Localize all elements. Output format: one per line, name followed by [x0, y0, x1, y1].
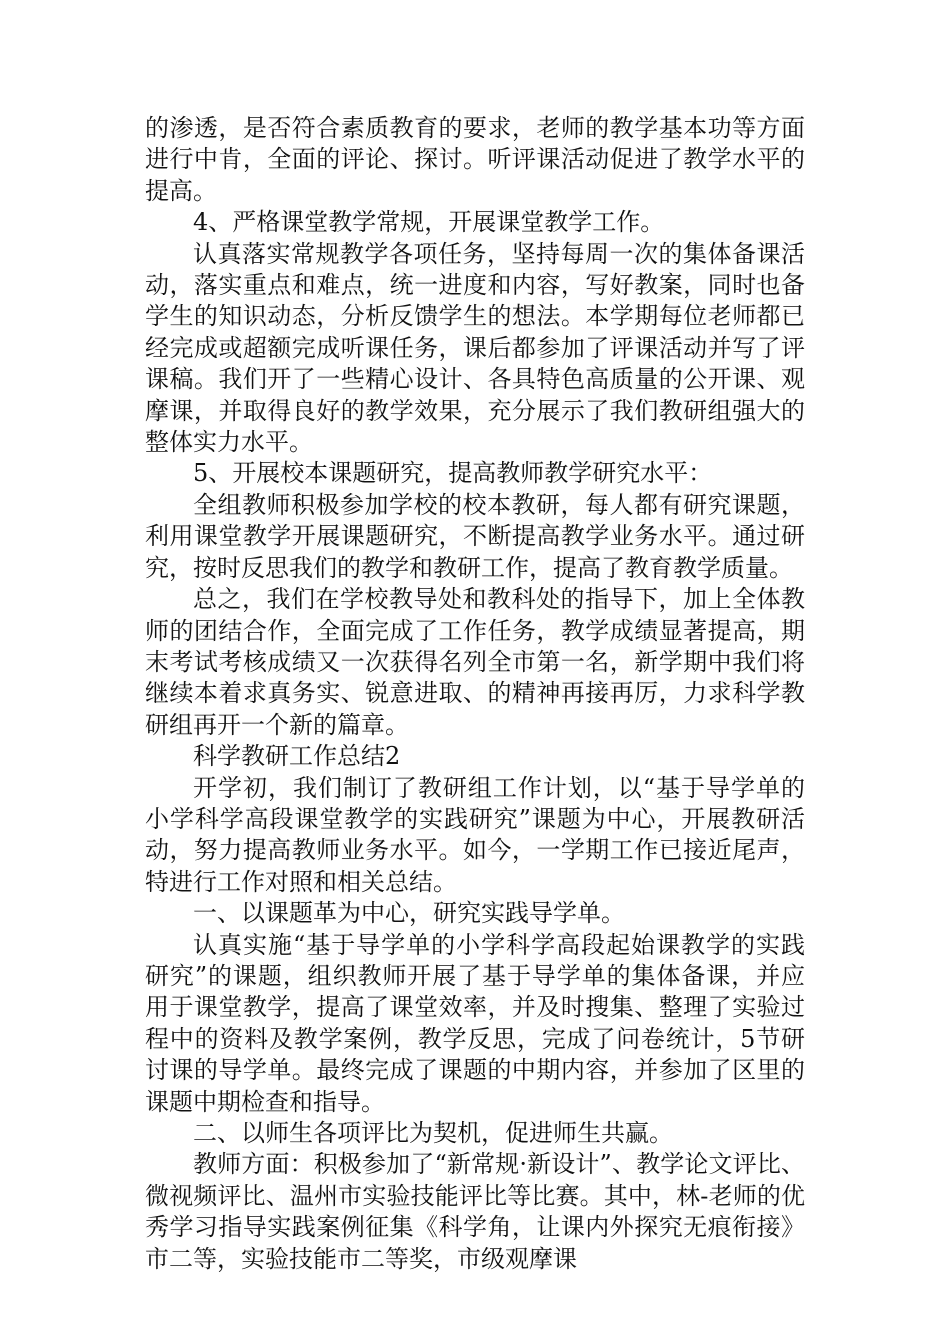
section-heading: 二、以师生各项评比为契机，促进师生共赢。 [193, 1119, 673, 1147]
section-heading: 4、严格课堂教学常规，开展课堂教学工作。 [193, 208, 665, 237]
section-heading: 一、以课题革为中心，研究实践导学单。 [193, 899, 625, 928]
document-page [145, 113, 805, 1275]
paragraph: 的渗透，是否符合素质教育的要求，老师的教学基本功等方面进行中肯，全面的评论、探讨。听评课活动促进了教学水平的提高。 [145, 114, 805, 205]
section-heading: 5、开展校本课题研究，提高教师教学研究水平： [193, 459, 713, 488]
paragraph: 认真落实常规教学各项任务，坚持每周一次的集体备课活动，落实重点和难点，统一进度和内容，写好教案，同时也备学生的知识动态，分析反馈学生的想法。本学期每位老师都已经完成或超额完成听课任务，课后都参加了评课活动并写了评课稿。我们开了一些精心设计、各具特色高质量的公开课、观摩课，并取得良好的教学效果，充分展示了我们教研组强大的整体实力水平。 [145, 239, 805, 457]
paragraph: 认真实施“基于导学单的小学科学高段起始课教学的实践研究”的课题，组织教师开展了基于导学单的集体备课，并应用于课堂教学，提高了课堂效率，并及时搜集、整理了实验过程中的资料及教学案例，教学反思，完成了问卷统计，5节研讨课的导学单。最终完成了课题的中期内容，并参加了区里的课题中期检查和指导。 [145, 930, 805, 1116]
document-title: 科学教研工作总结2 [193, 742, 401, 771]
paragraph: 开学初，我们制订了教研组工作计划，以“基于导学单的小学科学高段课堂教学的实践研究”课题为中心，开展教研活动，努力提高教师业务水平。如今，一学期工作已接近尾声，特进行工作对照和相关总结。 [145, 773, 805, 896]
paragraph: 全组教师积极参加学校的校本教研，每人都有研究课题，利用课堂教学开展课题研究，不断提高教学业务水平。通过研究，按时反思我们的教学和教研工作，提高了教育教学质量。 [145, 490, 805, 582]
paragraph: 总之，我们在学校教导处和教科处的指导下，加上全体教师的团结合作，全面完成了工作任务，教学成绩显著提高，期末考试考核成绩又一次获得名列全市第一名，新学期中我们将继续本着求真务实、锐意进取、的精神再接再厉，力求科学教研组再开一个新的篇章。 [145, 585, 805, 739]
paragraph: 教师方面：积极参加了“新常规·新设计”、教学论文评比、微视频评比、温州市实验技能评比等比赛。其中，林-老师的优秀学习指导实践案例征集《科学角，让课内外探究无痕衔接》市二等，实验技能市二等奖，市级观摩课 [145, 1150, 805, 1273]
